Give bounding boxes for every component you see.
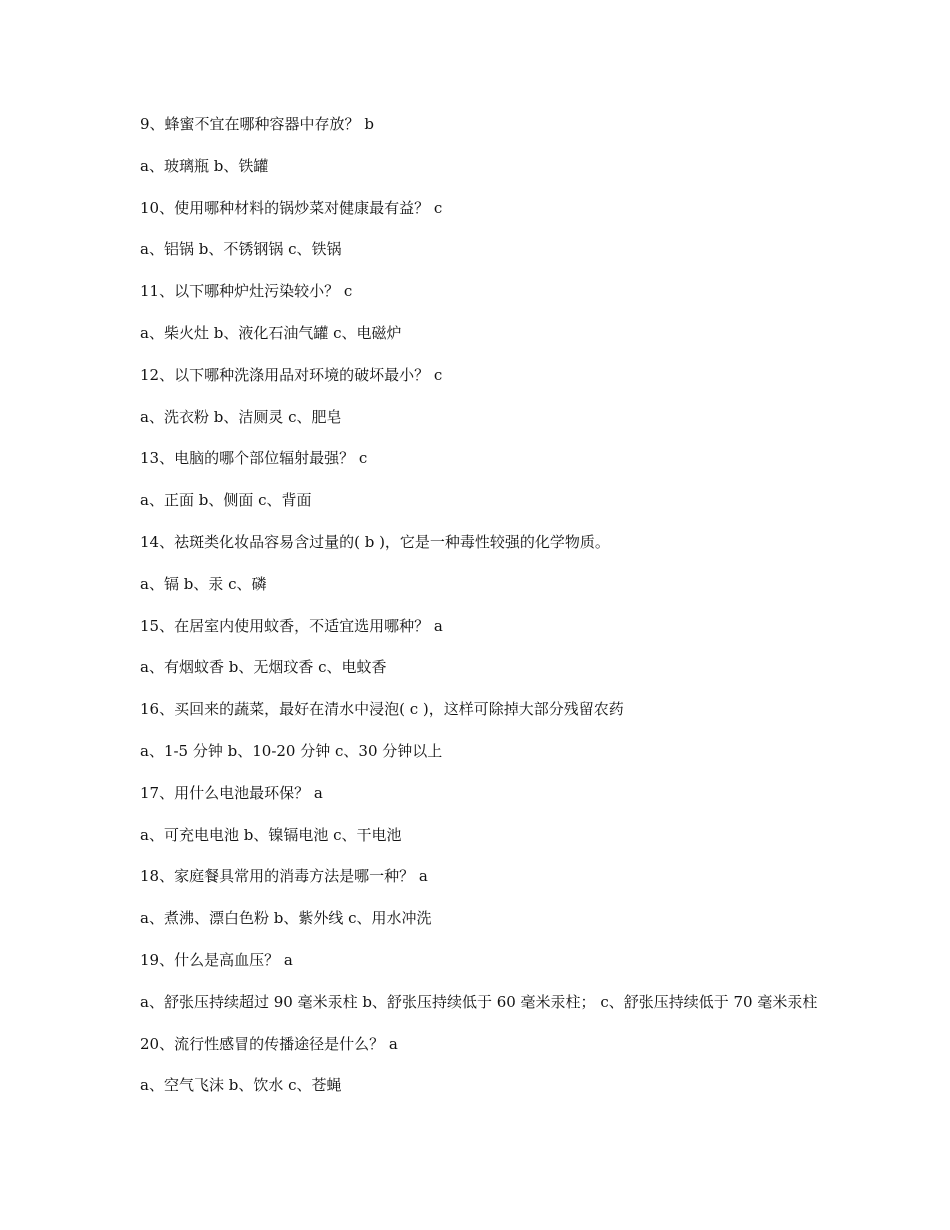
options-11: a、柴火灶 b、液化石油气罐 c、电磁炉 [140,323,402,342]
options-15: a、有烟蚊香 b、无烟玟香 c、电蚊香 [140,658,387,677]
question-15: 15、在居室内使用蚊香，不适宜选用哪种？ a [140,616,443,635]
options-14: a、镉 b、汞 c、磷 [140,574,267,593]
document-page [140,112,820,1115]
question-17: 17、用什么电池最环保？ a [140,783,323,802]
options-9: a、玻璃瓶 b、铁罐 [140,156,269,175]
options-16: a、1-5 分钟 b、10-20 分钟 c、30 分钟以上 [140,741,443,760]
question-18: 18、家庭餐具常用的消毒方法是哪一种？ a [140,867,428,886]
options-19: a、舒张压持续超过 90 毫米汞柱 b、舒张压持续低于 60 毫米汞柱； c、舒张压持续低于 70 毫米汞柱 [140,992,818,1011]
question-11: 11、以下哪种炉灶污染较小？ c [140,282,353,301]
options-12: a、洗衣粉 b、洁厕灵 c、肥皂 [140,407,342,426]
options-17: a、可充电电池 b、镍镉电池 c、干电池 [140,825,402,844]
question-19: 19、什么是高血压？ a [140,950,293,969]
question-20: 20、流行性感冒的传播途径是什么？ a [140,1034,398,1053]
question-9: 9、蜂蜜不宜在哪种容器中存放？ b [140,115,374,133]
options-20: a、空气飞沫 b、饮水 c、苍蝇 [140,1076,342,1095]
question-13: 13、电脑的哪个部位辐射最强？ c [140,449,368,468]
question-16: 16、买回来的蔬菜，最好在清水中浸泡( c )，这样可除掉大部分残留农药 [140,700,624,719]
options-10: a、铝锅 b、不锈钢锅 c、铁锅 [140,240,342,259]
options-13: a、正面 b、侧面 c、背面 [140,491,312,510]
question-10: 10、使用哪种材料的锅炒菜对健康最有益？ c [140,198,443,217]
question-12: 12、以下哪种洗涤用品对环境的破坏最小？ c [140,365,443,384]
question-14: 14、祛斑类化妆品容易含过量的( b )，它是一种毒性较强的化学物质。 [140,532,610,551]
options-18: a、煮沸、漂白色粉 b、紫外线 c、用水冲洗 [140,909,432,928]
